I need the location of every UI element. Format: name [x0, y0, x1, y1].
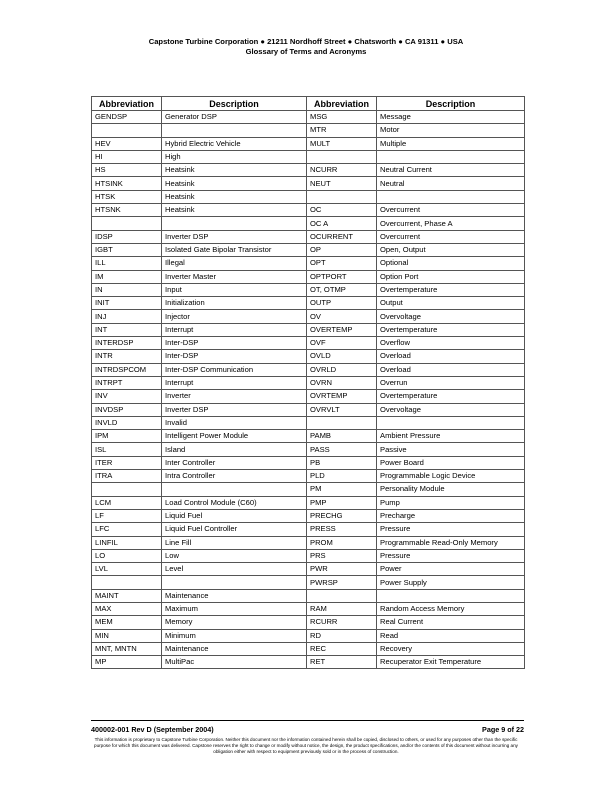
abbreviation-cell: INJ [92, 310, 162, 323]
description-cell: Power [377, 563, 525, 576]
description-cell: Pressure [377, 549, 525, 562]
description-cell [162, 124, 307, 137]
abbreviation-cell: NEUT [307, 177, 377, 190]
table-row [92, 390, 525, 403]
description-cell [162, 483, 307, 496]
description-cell [377, 416, 525, 429]
abbreviation-cell: HI [92, 150, 162, 163]
abbreviation-cell: NCURR [307, 164, 377, 177]
description-cell: Output [377, 297, 525, 310]
description-cell [162, 217, 307, 230]
description-cell: Maintenance [162, 642, 307, 655]
table-row [92, 470, 525, 483]
description-cell [377, 190, 525, 203]
description-cell: Isolated Gate Bipolar Transistor [162, 243, 307, 256]
abbreviation-cell: GENDSP [92, 111, 162, 124]
abbreviation-cell: OCURRENT [307, 230, 377, 243]
description-cell: Pressure [377, 523, 525, 536]
abbreviation-cell: OV [307, 310, 377, 323]
footer-proprietary-notice: This information is proprietary to Capstone Turbine Corporation. Neither this document nor the information contained herein shall be copied, disclosed to others, or used for any purposes other than the specific purpose for which this document was delivered. Capstone reserves the right to change or modify without notice, the design, the product specifications, and/or the contents of this document without incurring any obligation either with respect to equipment previously sold or in the process of construction. [94, 737, 518, 754]
description-cell: Input [162, 283, 307, 296]
description-cell: Message [377, 111, 525, 124]
table-row [92, 124, 525, 137]
abbreviation-cell [92, 124, 162, 137]
table-row [92, 310, 525, 323]
abbreviation-cell: INTRDSPCOM [92, 363, 162, 376]
footer-page-number: Page 9 of 22 [482, 725, 524, 734]
description-cell: Ambient Pressure [377, 430, 525, 443]
table-row [92, 563, 525, 576]
table-header-row [92, 97, 525, 111]
abbreviation-cell: PB [307, 456, 377, 469]
abbreviation-cell: ISL [92, 443, 162, 456]
table-row [92, 230, 525, 243]
abbreviation-cell: RD [307, 629, 377, 642]
description-cell: Low [162, 549, 307, 562]
abbreviation-cell: OPT [307, 257, 377, 270]
description-cell: Heatsink [162, 177, 307, 190]
table-row [92, 297, 525, 310]
abbreviation-cell: LINFIL [92, 536, 162, 549]
abbreviation-cell: INTERDSP [92, 337, 162, 350]
abbreviation-cell: OVRN [307, 376, 377, 389]
abbreviation-cell [307, 589, 377, 602]
abbreviation-cell: HS [92, 164, 162, 177]
abbreviation-cell: PMP [307, 496, 377, 509]
table-row [92, 204, 525, 217]
table-row [92, 443, 525, 456]
description-cell: Maintenance [162, 589, 307, 602]
abbreviation-cell: OVRVLT [307, 403, 377, 416]
description-cell: Inter-DSP [162, 350, 307, 363]
abbreviation-cell [307, 190, 377, 203]
description-cell: Load Control Module (C60) [162, 496, 307, 509]
abbreviation-cell: PM [307, 483, 377, 496]
column-header-abbreviation-right: Abbreviation [307, 97, 377, 111]
abbreviation-cell: INVDSP [92, 403, 162, 416]
abbreviation-cell: MP [92, 656, 162, 669]
abbreviation-cell: ITER [92, 456, 162, 469]
table-row [92, 190, 525, 203]
description-cell: Pump [377, 496, 525, 509]
description-cell: Overvoltage [377, 310, 525, 323]
abbreviation-cell: PROM [307, 536, 377, 549]
description-cell: Precharge [377, 509, 525, 522]
description-cell: Intra Controller [162, 470, 307, 483]
description-cell: Random Access Memory [377, 602, 525, 615]
description-cell: Illegal [162, 257, 307, 270]
description-cell: Liquid Fuel Controller [162, 523, 307, 536]
description-cell: MultiPac [162, 656, 307, 669]
abbreviation-cell: MEM [92, 616, 162, 629]
description-cell: Overflow [377, 337, 525, 350]
description-cell: Programmable Read-Only Memory [377, 536, 525, 549]
footer-document-id: 400002-001 Rev D (September 2004) [91, 725, 214, 734]
abbreviation-cell: OVRTEMP [307, 390, 377, 403]
description-cell: Inverter DSP [162, 230, 307, 243]
abbreviation-cell: HTSINK [92, 177, 162, 190]
table-row [92, 496, 525, 509]
abbreviation-cell: OT, OTMP [307, 283, 377, 296]
description-cell: Heatsink [162, 164, 307, 177]
table-row [92, 589, 525, 602]
abbreviation-cell: OVRLD [307, 363, 377, 376]
description-cell: Overtemperature [377, 390, 525, 403]
description-cell: Optional [377, 257, 525, 270]
table-row [92, 337, 525, 350]
abbreviation-cell [92, 576, 162, 589]
abbreviation-cell: IN [92, 283, 162, 296]
table-row [92, 536, 525, 549]
abbreviation-cell: LCM [92, 496, 162, 509]
abbreviation-cell: MAX [92, 602, 162, 615]
description-cell [162, 576, 307, 589]
description-cell: Level [162, 563, 307, 576]
description-cell: Multiple [377, 137, 525, 150]
abbreviation-cell: PWR [307, 563, 377, 576]
abbreviation-cell: PASS [307, 443, 377, 456]
abbreviation-cell: MSG [307, 111, 377, 124]
abbreviation-cell: IGBT [92, 243, 162, 256]
table-row [92, 376, 525, 389]
description-cell: Interrupt [162, 323, 307, 336]
abbreviation-cell: OPTPORT [307, 270, 377, 283]
abbreviation-cell: INTR [92, 350, 162, 363]
abbreviation-cell: IPM [92, 430, 162, 443]
abbreviation-cell: PRECHG [307, 509, 377, 522]
table-row [92, 509, 525, 522]
abbreviation-cell: MULT [307, 137, 377, 150]
abbreviation-cell: REC [307, 642, 377, 655]
abbreviation-cell: HEV [92, 137, 162, 150]
table-row [92, 150, 525, 163]
abbreviation-cell: INT [92, 323, 162, 336]
description-cell: Overload [377, 350, 525, 363]
header-title: Glossary of Terms and Acronyms [245, 47, 367, 56]
page-header [0, 37, 612, 57]
description-cell: Neutral [377, 177, 525, 190]
table-row [92, 642, 525, 655]
description-cell: Overrun [377, 376, 525, 389]
table-row [92, 456, 525, 469]
abbreviation-cell: PRESS [307, 523, 377, 536]
abbreviation-cell [92, 483, 162, 496]
abbreviation-cell: RAM [307, 602, 377, 615]
abbreviation-cell: INIT [92, 297, 162, 310]
abbreviation-cell: OC A [307, 217, 377, 230]
abbreviation-cell: MTR [307, 124, 377, 137]
description-cell: High [162, 150, 307, 163]
abbreviation-cell: ITRA [92, 470, 162, 483]
description-cell: Programmable Logic Device [377, 470, 525, 483]
description-cell: Recuperator Exit Temperature [377, 656, 525, 669]
header-company-line: Capstone Turbine Corporation ● 21211 Nordhoff Street ● Chatsworth ● CA 91311 ● USA [148, 37, 464, 46]
description-cell: Interrupt [162, 376, 307, 389]
table-row [92, 164, 525, 177]
description-cell: Initialization [162, 297, 307, 310]
abbreviation-cell: PRS [307, 549, 377, 562]
abbreviation-cell: OC [307, 204, 377, 217]
description-cell: Option Port [377, 270, 525, 283]
description-cell: Overcurrent [377, 204, 525, 217]
description-cell: Island [162, 443, 307, 456]
description-cell: Open, Output [377, 243, 525, 256]
table-row [92, 602, 525, 615]
description-cell: Line Fill [162, 536, 307, 549]
table-row [92, 576, 525, 589]
description-cell: Neutral Current [377, 164, 525, 177]
abbreviation-cell: PLD [307, 470, 377, 483]
description-cell: Overvoltage [377, 403, 525, 416]
abbreviation-cell: OVLD [307, 350, 377, 363]
abbreviation-cell: PAMB [307, 430, 377, 443]
description-cell: Passive [377, 443, 525, 456]
abbreviation-cell: IM [92, 270, 162, 283]
abbreviation-cell: HTSK [92, 190, 162, 203]
description-cell: Inverter [162, 390, 307, 403]
footer-divider [91, 720, 524, 721]
column-header-abbreviation-left: Abbreviation [92, 97, 162, 111]
abbreviation-cell: LO [92, 549, 162, 562]
table-row [92, 430, 525, 443]
column-header-description-left: Description [162, 97, 307, 111]
abbreviation-cell: OUTP [307, 297, 377, 310]
description-cell: Injector [162, 310, 307, 323]
description-cell: Personality Module [377, 483, 525, 496]
table-row [92, 523, 525, 536]
abbreviation-cell: INV [92, 390, 162, 403]
table-row [92, 616, 525, 629]
description-cell: Power Board [377, 456, 525, 469]
abbreviation-cell: LF [92, 509, 162, 522]
abbreviation-cell: RCURR [307, 616, 377, 629]
abbreviation-cell: MNT, MNTN [92, 642, 162, 655]
table-row [92, 483, 525, 496]
description-cell: Overtemperature [377, 283, 525, 296]
description-cell: Hybrid Electric Vehicle [162, 137, 307, 150]
abbreviation-cell: IDSP [92, 230, 162, 243]
table-row [92, 177, 525, 190]
table-row [92, 257, 525, 270]
glossary-table [91, 96, 525, 669]
description-cell: Memory [162, 616, 307, 629]
table-row [92, 403, 525, 416]
description-cell: Read [377, 629, 525, 642]
table-row [92, 656, 525, 669]
table-row [92, 323, 525, 336]
description-cell: Inter-DSP Communication [162, 363, 307, 376]
description-cell: Heatsink [162, 190, 307, 203]
table-row [92, 243, 525, 256]
description-cell: Overcurrent [377, 230, 525, 243]
abbreviation-cell [92, 217, 162, 230]
table-row [92, 283, 525, 296]
table-row [92, 217, 525, 230]
abbreviation-cell: INTRPT [92, 376, 162, 389]
abbreviation-cell: OP [307, 243, 377, 256]
description-cell: Heatsink [162, 204, 307, 217]
description-cell: Power Supply [377, 576, 525, 589]
abbreviation-cell: HTSNK [92, 204, 162, 217]
abbreviation-cell: LVL [92, 563, 162, 576]
description-cell: Invalid [162, 416, 307, 429]
abbreviation-cell: OVF [307, 337, 377, 350]
abbreviation-cell [307, 416, 377, 429]
table-row [92, 363, 525, 376]
table-row [92, 111, 525, 124]
abbreviation-cell: RET [307, 656, 377, 669]
abbreviation-cell: PWRSP [307, 576, 377, 589]
table-row [92, 270, 525, 283]
description-cell: Overtemperature [377, 323, 525, 336]
description-cell: Motor [377, 124, 525, 137]
table-row [92, 549, 525, 562]
abbreviation-cell: LFC [92, 523, 162, 536]
abbreviation-cell: MIN [92, 629, 162, 642]
description-cell: Overcurrent, Phase A [377, 217, 525, 230]
description-cell: Inverter Master [162, 270, 307, 283]
abbreviation-cell: MAINT [92, 589, 162, 602]
abbreviation-cell: OVERTEMP [307, 323, 377, 336]
description-cell: Inverter DSP [162, 403, 307, 416]
description-cell: Liquid Fuel [162, 509, 307, 522]
description-cell: Recovery [377, 642, 525, 655]
table-row [92, 137, 525, 150]
table-row [92, 629, 525, 642]
description-cell: Inter Controller [162, 456, 307, 469]
description-cell: Inter-DSP [162, 337, 307, 350]
table-row [92, 350, 525, 363]
description-cell: Minimum [162, 629, 307, 642]
table-row [92, 416, 525, 429]
description-cell [377, 150, 525, 163]
description-cell: Real Current [377, 616, 525, 629]
description-cell: Overload [377, 363, 525, 376]
description-cell: Maximum [162, 602, 307, 615]
description-cell: Generator DSP [162, 111, 307, 124]
description-cell [377, 589, 525, 602]
abbreviation-cell [307, 150, 377, 163]
abbreviation-cell: ILL [92, 257, 162, 270]
description-cell: Intelligent Power Module [162, 430, 307, 443]
glossary-table-body [92, 111, 525, 669]
abbreviation-cell: INVLD [92, 416, 162, 429]
column-header-description-right: Description [377, 97, 525, 111]
